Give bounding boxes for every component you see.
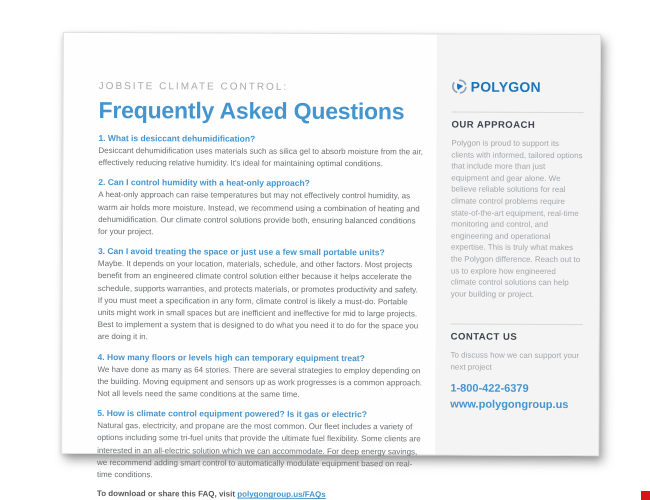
faq-item-1 <box>98 133 424 171</box>
download-share-text: To download or share this FAQ, visit <box>96 489 236 499</box>
faq-main-column <box>62 33 437 500</box>
document-eyebrow: JOBSITE CLIMATE CONTROL: <box>98 80 289 93</box>
our-approach-body: Polygon is proud to support its clients with informed, tailored options that include more than just equipment and gear alone. We believe reliable solutions for real climate control problems require state-of-the-art equipment, real-time monitoring and control, and engineering and operational expertise. This is truly what makes the Polygon difference. Reach out to us to explore how engineered climate control solutions can help your building or project. <box>450 138 583 299</box>
contact-us-heading: CONTACT US <box>450 331 518 344</box>
faq-item-5 <box>97 408 423 482</box>
red-corner-artifact <box>641 491 650 500</box>
website-link[interactable]: www.polygongroup.us <box>450 398 569 411</box>
contact-us-body: To discuss how we can support your next project <box>450 350 580 372</box>
polygon-logo-text: POLYGON <box>470 78 541 95</box>
faq-answer: Maybe. It depends on your location, materials, schedule, and other factors. Most projects benefit from an engineered climate control solution either because it helps accelerate the schedule, supports warranties, and protects materials, or promotes productivity and safety. If you must meet a specification in any form, climate control is likely a must-do. Portable units might work in small spaces but are inefficient and ineffective for mid to large projects. Best to implement a system that is designed to do what you need it to do for the space you are doing it in. <box>97 259 419 342</box>
polygon-logo-icon <box>452 79 468 95</box>
faq-item-4 <box>97 352 423 402</box>
contact-us-section <box>450 332 582 411</box>
faq-question: 2. Can I control humidity with a heat-only approach? <box>98 177 310 189</box>
faq-question: 1. What is desiccant dehumidification? <box>98 132 256 144</box>
phone-number-link[interactable]: 1-800-422-6379 <box>450 382 529 395</box>
sidebar-divider <box>452 112 584 114</box>
our-approach-section <box>451 120 584 301</box>
polygon-logo <box>452 79 584 96</box>
faq-question: 4. How many floors or levels high can temporary equipment treat? <box>97 351 365 363</box>
faq-answer: Natural gas, electricity, and propane are the most common. Our fleet includes a variety of options including some tri-fuel units that provide the ultimate fuel flexibility. Some clients are interested in an all-electric solution which we can accommodate. For deep energy savings, we recommend adding smart control to automatically modulate equipment based on real-time conditions. <box>96 421 421 480</box>
faq-answer: A heat-only approach can raise temperatures but may not effectively control humidity, as warm air holds more moisture. Instead, we recommend using a combination of heating and dehumidification. Our climate control solutions provide both, ensuring balanced conditions for your project. <box>98 190 420 237</box>
document-page <box>61 32 601 500</box>
sidebar <box>435 34 600 455</box>
faq-answer: We have done as many as 64 stories. There are several strategies to employ depending on the building. Moving equipment and sensors up as work progresses is a common approach. Not all levels need the same conditions at the same time. <box>97 364 423 399</box>
faq-item-3 <box>98 246 424 345</box>
faq-page-link[interactable]: polygongroup.us/FAQs <box>237 489 326 500</box>
faq-item-2 <box>98 177 424 239</box>
download-share-line <box>97 489 423 499</box>
page-title: Frequently Asked Questions <box>98 96 405 125</box>
sidebar-divider <box>451 324 583 326</box>
faq-question: 5. How is climate control equipment powered? Is it gas or electric? <box>97 408 367 420</box>
faq-question: 3. Can I avoid treating the space or just use a few small portable units? <box>97 246 385 258</box>
our-approach-heading: OUR APPROACH <box>451 119 536 131</box>
faq-answer: Desiccant dehumidification uses materials such as silica gel to absorb moisture from the air, effectively reducing relative humidity. It's ideal for maintaining optimal conditions. <box>98 145 424 169</box>
